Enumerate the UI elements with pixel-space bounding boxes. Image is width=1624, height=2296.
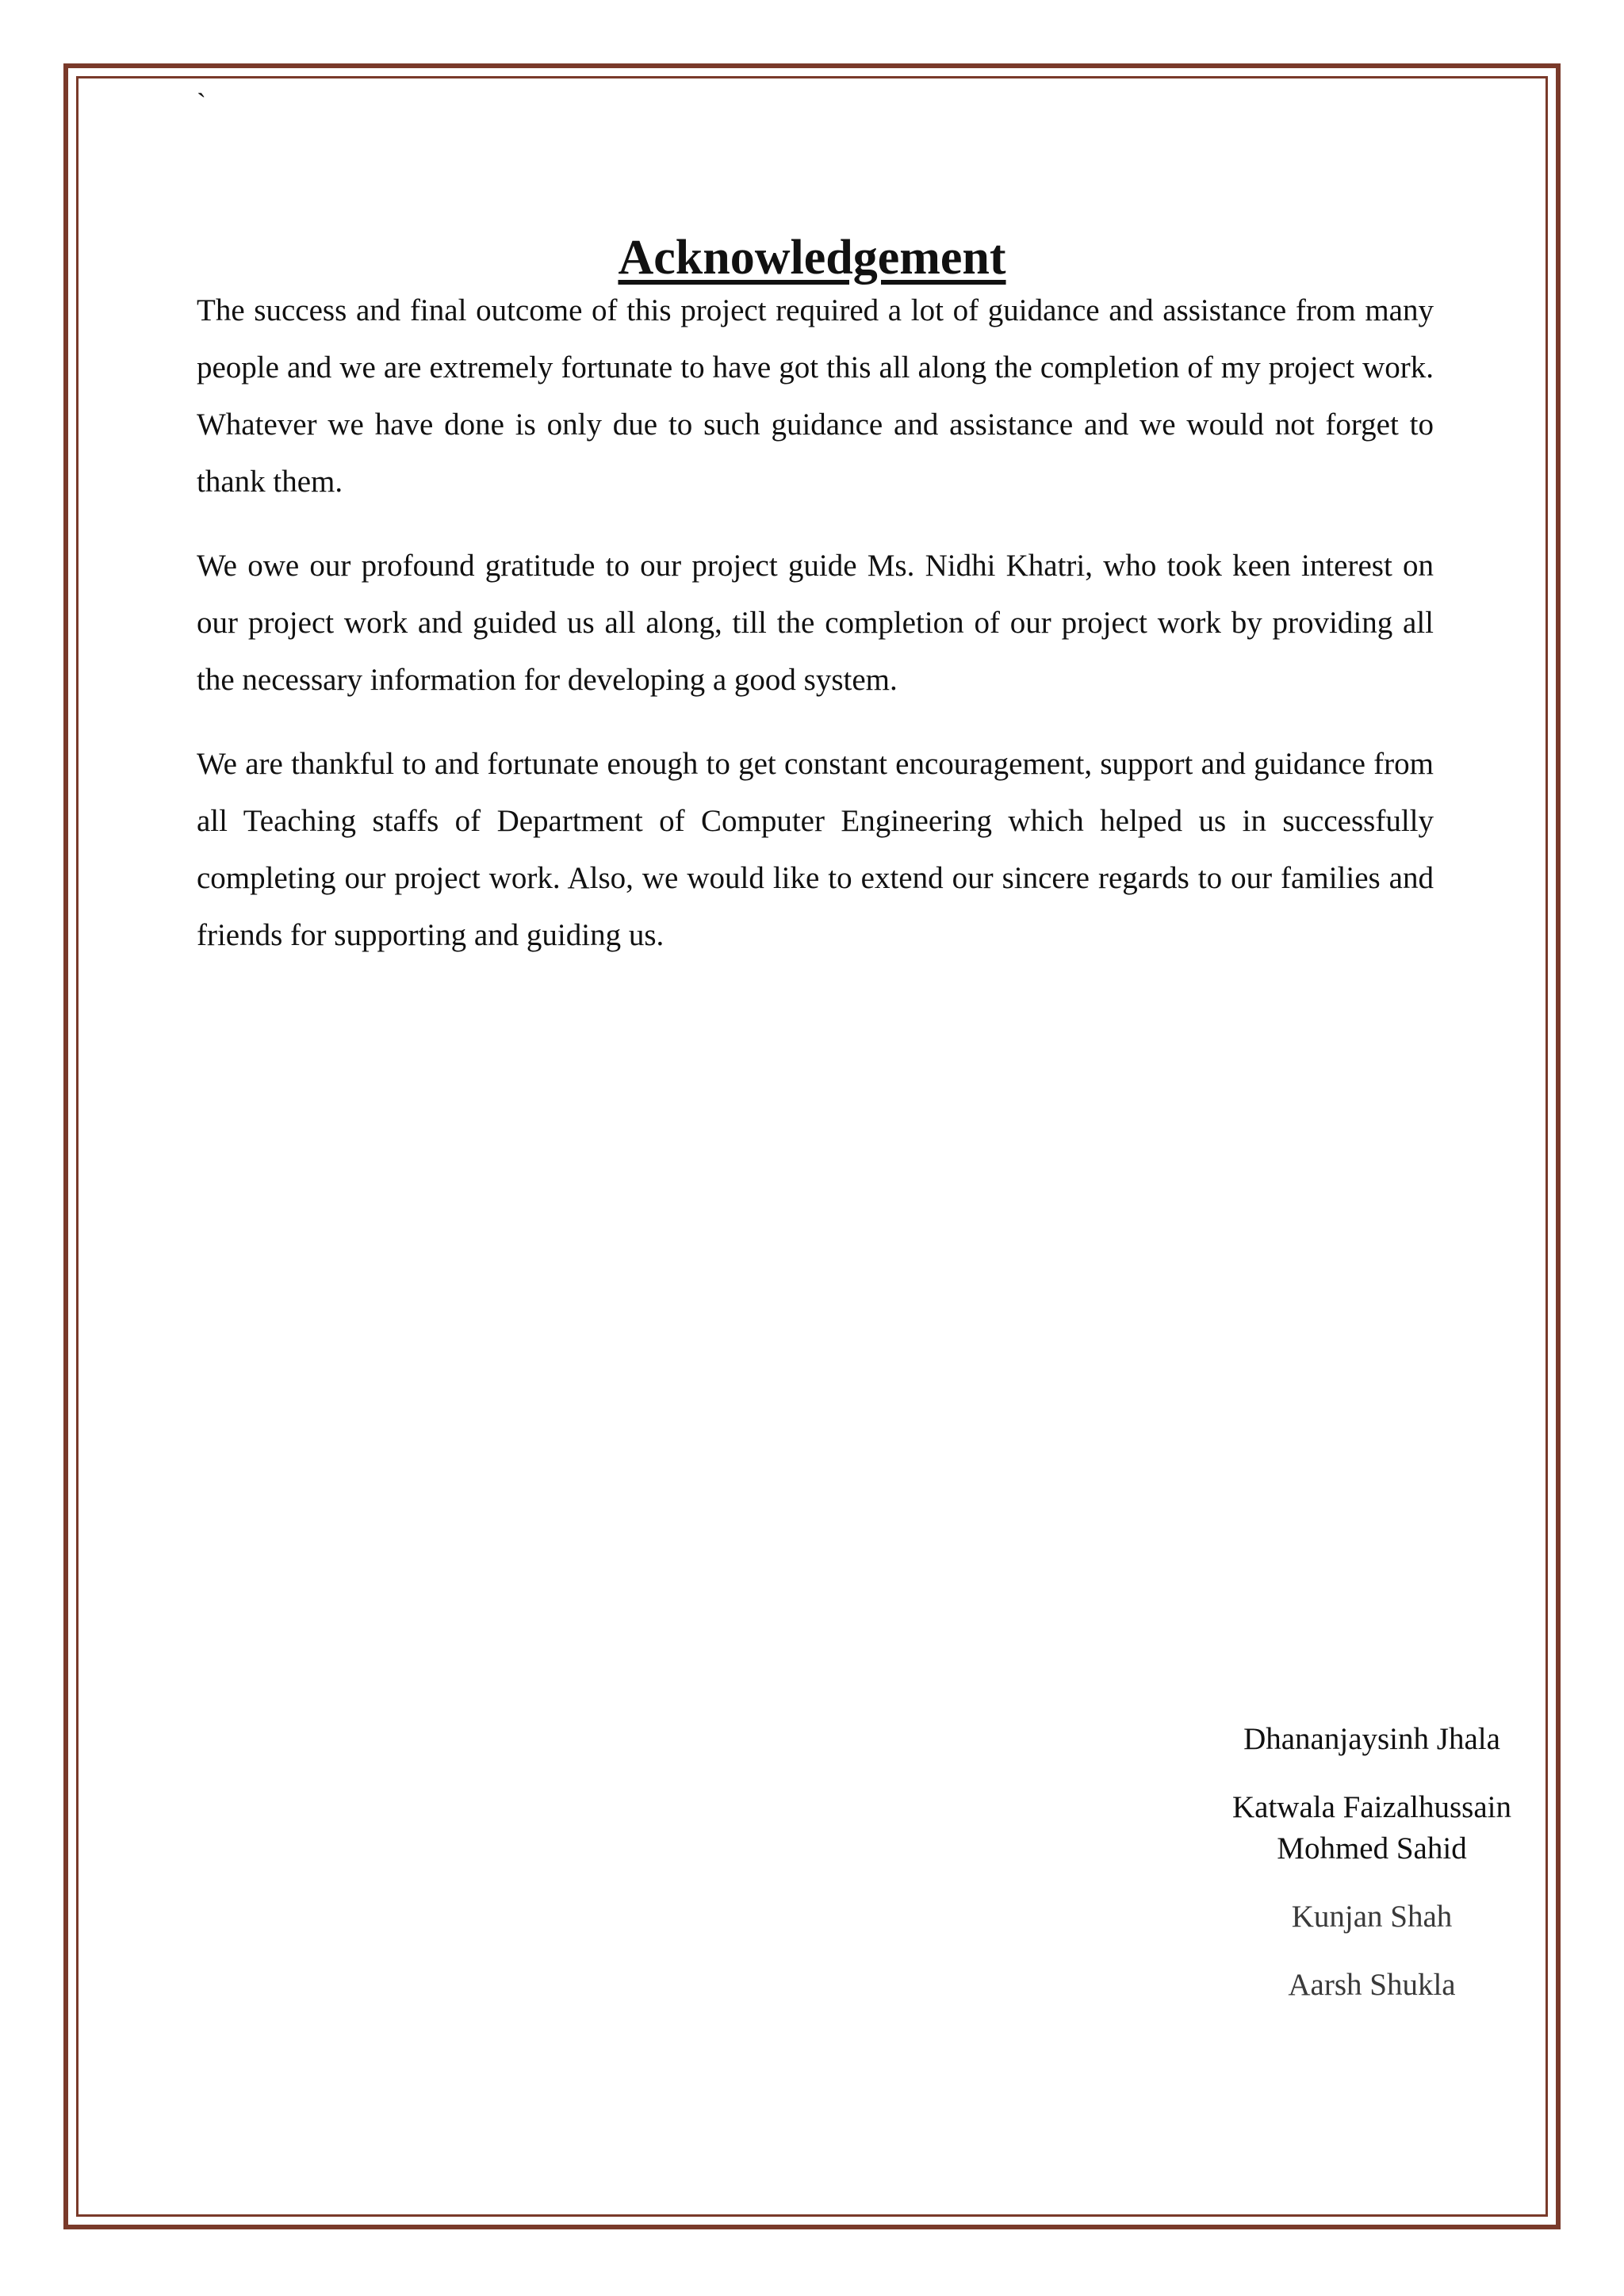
signatory-name: Kunjan Shah bbox=[1291, 1900, 1453, 1934]
paragraph-2: We owe our profound gratitude to our project guide Ms. Nidhi Khatri, who took keen interest on our project work and guided us all along, till the completion of our project work by providing all the necessary information for developing a good system. bbox=[197, 549, 1434, 697]
paragraph-1: The success and final outcome of this project required a lot of guidance and assistance from many people and we are extremely fortunate to have got this all along the completion of my project work. Whatever we have done is only due to such guidance and assistance and we would not forget to thank them. bbox=[197, 293, 1434, 499]
signatory-name: Dhananjaysinh Jhala bbox=[1243, 1722, 1500, 1756]
signatory-name: Katwala Faizalhussain Mohmed Sahid bbox=[1232, 1790, 1511, 1866]
signatory-name: Aarsh Shukla bbox=[1288, 1968, 1456, 2002]
acknowledgement-body bbox=[197, 282, 1434, 991]
signatories-block bbox=[1189, 1719, 1554, 2033]
page-title: Acknowledgement bbox=[618, 230, 1006, 285]
paragraph-3: We are thankful to and fortunate enough to get constant encouragement, support and guidance from all Teaching staffs of Department of Computer Engineering which helped us in successfully completing our project work. Also, we would like to extend our sincere regards to our families and friends for supporting and guiding us. bbox=[197, 747, 1434, 952]
stray-tick-mark: ` bbox=[197, 87, 206, 119]
